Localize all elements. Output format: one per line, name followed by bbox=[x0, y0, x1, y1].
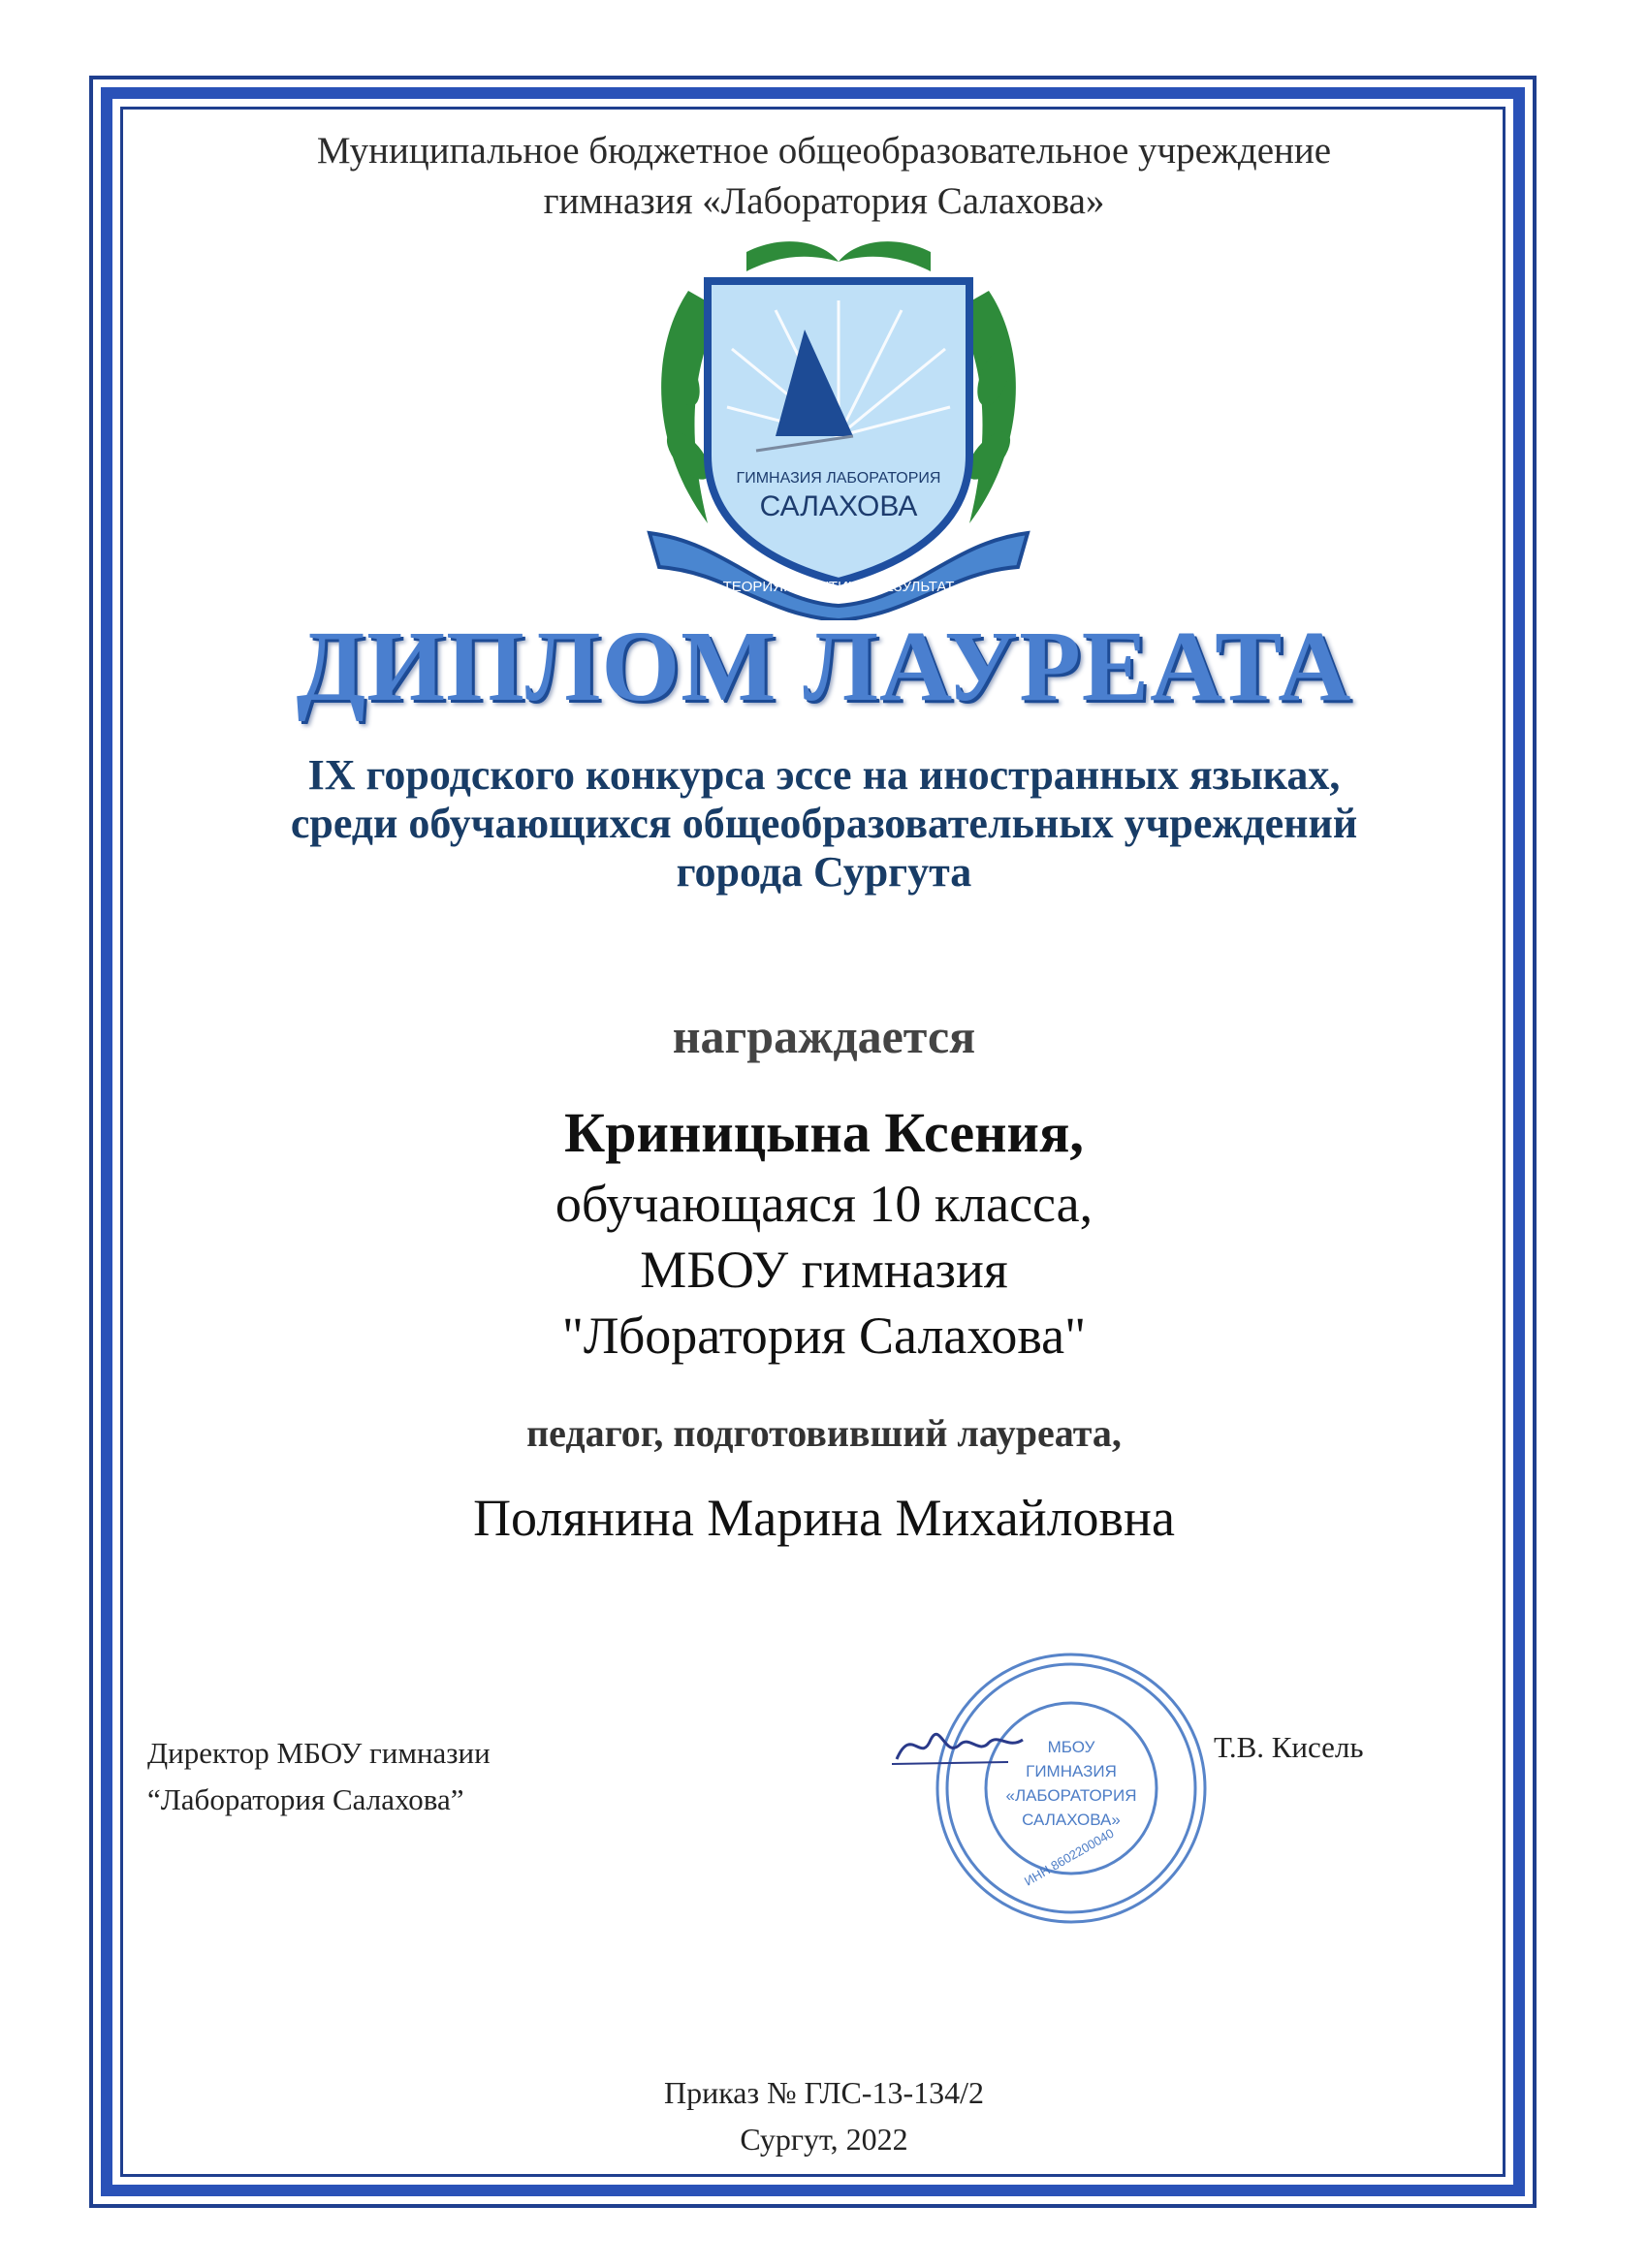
contest-line-1: IX городского конкурса эссе на иностранных языках, bbox=[307, 751, 1341, 799]
signature-icon bbox=[892, 1716, 1028, 1774]
school-emblem-icon bbox=[630, 233, 1047, 620]
recipient-name: Криницына Ксения, bbox=[564, 1101, 1084, 1164]
organization-name bbox=[0, 126, 1648, 227]
order-number: Приказ № ГЛС-13-134/2 bbox=[663, 2075, 984, 2110]
contest-line-3: города Сургута bbox=[676, 848, 972, 896]
seal-text-3: «ЛАБОРАТОРИЯ bbox=[1005, 1786, 1137, 1805]
emblem-text-line-2: САЛАХОВА bbox=[759, 490, 918, 522]
director-line-1: Директор МБОУ гимназии bbox=[147, 1736, 491, 1770]
teacher-caption: педагог, подготовивший лауреата, bbox=[526, 1411, 1122, 1455]
director-title bbox=[147, 1730, 491, 1823]
emblem-text-line-1: ГИМНАЗИЯ ЛАБОРАТОРИЯ bbox=[736, 470, 941, 487]
recipient-school-line-2: "Лборатория Салахова" bbox=[561, 1307, 1087, 1365]
awarded-caption: награждается bbox=[672, 1009, 976, 1063]
seal-text-2: ГИМНАЗИЯ bbox=[1026, 1762, 1117, 1780]
recipient-details bbox=[0, 1171, 1648, 1369]
recipient-class: обучающаяся 10 класса, bbox=[555, 1175, 1093, 1233]
teacher-name: Полянина Марина Михайловна bbox=[473, 1489, 1175, 1547]
official-seal-icon bbox=[931, 1648, 1212, 1929]
organization-line-2: гимназия «Лаборатория Салахова» bbox=[543, 180, 1105, 222]
seal-text-4: САЛАХОВА» bbox=[1022, 1811, 1121, 1829]
diploma-title: ДИПЛОМ ЛАУРЕАТА bbox=[296, 611, 1352, 722]
director-name: Т.В. Кисель bbox=[1214, 1730, 1364, 1764]
seal-text-1: МБОУ bbox=[1047, 1738, 1095, 1756]
recipient-school-line-1: МБОУ гимназия bbox=[640, 1241, 1008, 1299]
contest-description bbox=[0, 751, 1648, 897]
seal-inn: ИНН 8602200040 bbox=[1021, 1825, 1117, 1889]
organization-line-1: Муниципальное бюджетное общеобразовательное учреждение bbox=[316, 130, 1332, 172]
order-info bbox=[0, 2069, 1648, 2162]
contest-line-2: среди обучающихся общеобразовательных учреждений bbox=[290, 800, 1358, 847]
place-year: Сургут, 2022 bbox=[740, 2122, 908, 2157]
director-line-2: “Лаборатория Салахова” bbox=[147, 1782, 464, 1816]
ribbon-text: ТЕОРИЯ. ПРАКТИКА. РЕЗУЛЬТАТ bbox=[722, 579, 955, 595]
